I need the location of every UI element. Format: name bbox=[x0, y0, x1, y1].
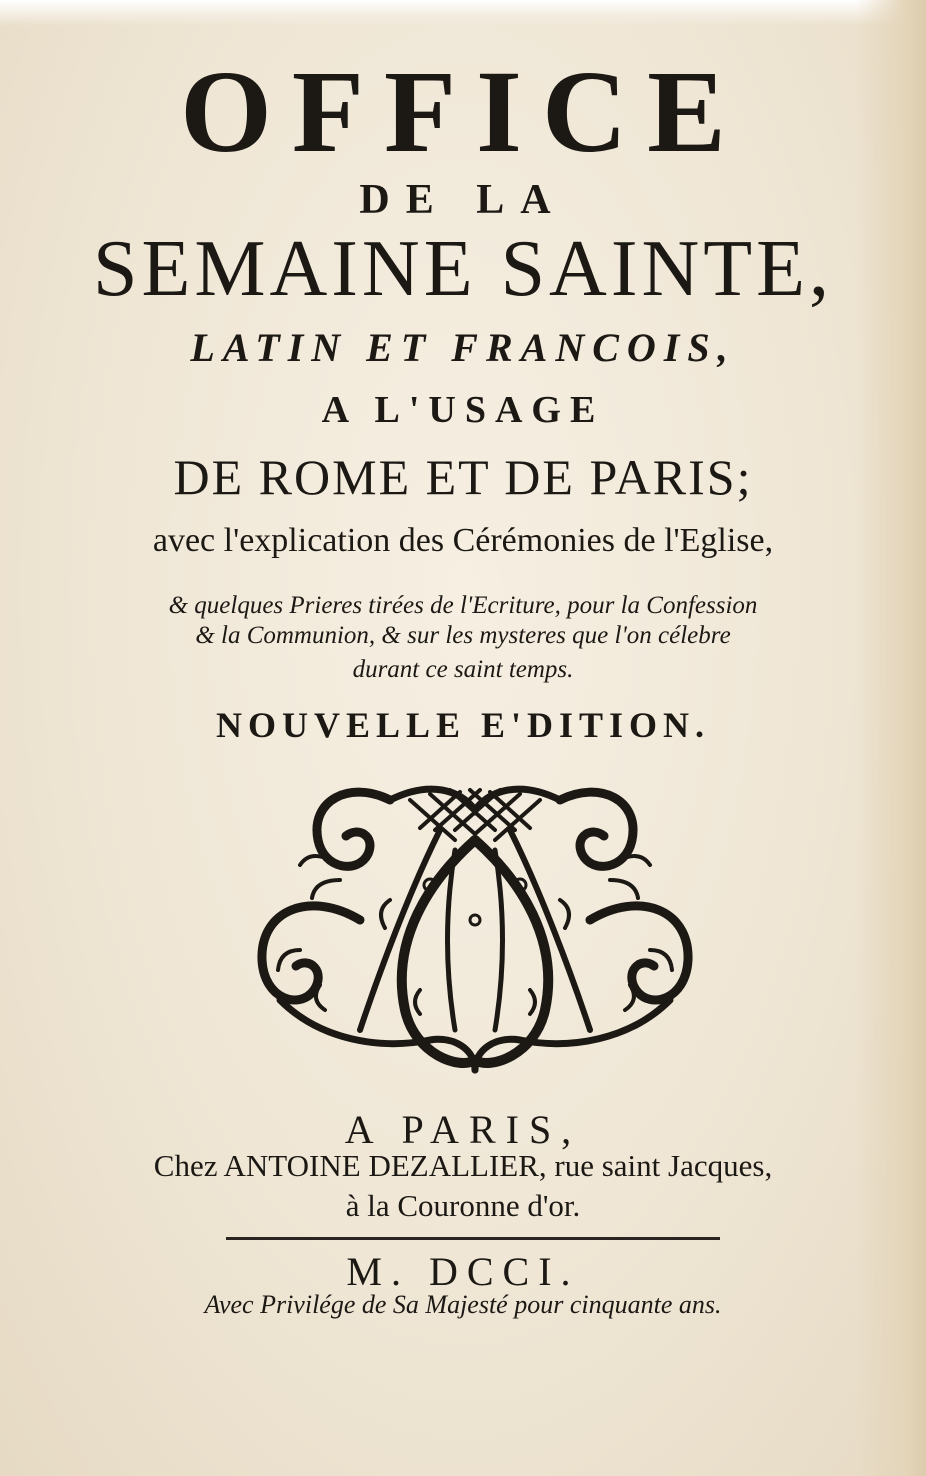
title-de-la: DE LA bbox=[359, 177, 567, 223]
title-a-usage: A L'USAGE bbox=[321, 389, 605, 431]
divider-rule bbox=[226, 1237, 720, 1240]
paper-edge-top bbox=[0, 0, 926, 26]
imprint-sign: à la Couronne d'or. bbox=[345, 1188, 581, 1223]
subtitle-explication: avec l'explication des Cérémonies de l'Eglise, bbox=[152, 522, 774, 559]
imprint-city: A PARIS, bbox=[344, 1107, 582, 1152]
subtitle-prieres-line-1: & quelques Prieres tirées de l'Ecriture, pour la Confession bbox=[168, 592, 758, 619]
subtitle-prieres-line-3: durant ce saint temps. bbox=[352, 656, 574, 683]
title-semaine-sainte: SEMAINE SAINTE, bbox=[93, 225, 833, 313]
book-title: OFFICE bbox=[180, 46, 746, 177]
edition-statement: NOUVELLE E'DITION. bbox=[215, 705, 711, 745]
imprint-printer: Chez ANTOINE DEZALLIER, rue saint Jacques, bbox=[153, 1148, 773, 1183]
subtitle-prieres-line-2: & la Communion, & sur les mysteres que l'on célebre bbox=[195, 622, 731, 649]
privilege-statement: Avec Privilége de Sa Majesté pour cinquante ans. bbox=[204, 1290, 722, 1319]
title-latin-francois: LATIN ET FRANCOIS, bbox=[190, 325, 736, 370]
title-rome-paris: DE ROME ET DE PARIS; bbox=[173, 449, 753, 505]
monogram-ornament-icon bbox=[240, 770, 710, 1080]
imprint-year: M. DCCI. bbox=[346, 1249, 580, 1294]
